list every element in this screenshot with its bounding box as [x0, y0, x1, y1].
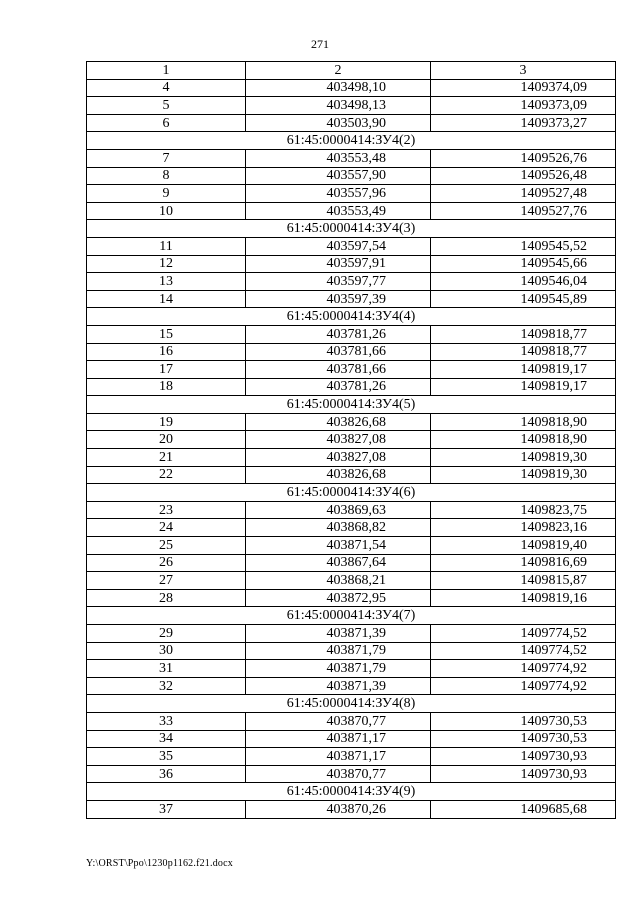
- x-coordinate-cell: 403871,39: [246, 625, 431, 643]
- point-number-cell: 4: [87, 79, 246, 97]
- table-row: [87, 97, 616, 115]
- point-number-cell: 33: [87, 712, 246, 730]
- y-coordinate-cell: 1409526,48: [431, 167, 616, 185]
- point-number-cell: 26: [87, 554, 246, 572]
- y-coordinate-cell: 1409527,76: [431, 202, 616, 220]
- y-coordinate-cell: 1409818,77: [431, 325, 616, 343]
- point-number-cell: 7: [87, 149, 246, 167]
- x-coordinate-cell: 403781,26: [246, 378, 431, 396]
- table-row: [87, 290, 616, 308]
- table-row: [87, 237, 616, 255]
- table-row: [87, 185, 616, 203]
- point-number-cell: 13: [87, 273, 246, 291]
- x-coordinate-cell: 403826,68: [246, 466, 431, 484]
- x-coordinate-cell: 403553,49: [246, 202, 431, 220]
- table-row: [87, 642, 616, 660]
- point-number-cell: 17: [87, 361, 246, 379]
- table-row: [87, 202, 616, 220]
- point-number-cell: 27: [87, 572, 246, 590]
- point-number-cell: 16: [87, 343, 246, 361]
- point-number-cell: 23: [87, 501, 246, 519]
- x-coordinate-cell: 403498,13: [246, 97, 431, 115]
- coordinates-table-body: [87, 62, 616, 819]
- table-row: [87, 413, 616, 431]
- section-row: [87, 607, 616, 625]
- y-coordinate-cell: 1409774,92: [431, 677, 616, 695]
- point-number-cell: 35: [87, 748, 246, 766]
- point-number-cell: 32: [87, 677, 246, 695]
- table-row: [87, 501, 616, 519]
- x-coordinate-cell: 403781,26: [246, 325, 431, 343]
- y-coordinate-cell: 1409730,53: [431, 712, 616, 730]
- point-number-cell: 37: [87, 800, 246, 818]
- y-coordinate-cell: 1409818,77: [431, 343, 616, 361]
- y-coordinate-cell: 1409545,52: [431, 237, 616, 255]
- x-coordinate-cell: 403557,96: [246, 185, 431, 203]
- table-row: [87, 589, 616, 607]
- section-row: [87, 484, 616, 502]
- point-number-cell: 24: [87, 519, 246, 537]
- y-coordinate-cell: 1409823,75: [431, 501, 616, 519]
- x-coordinate-cell: 403826,68: [246, 413, 431, 431]
- table-header-row: [87, 62, 616, 80]
- y-coordinate-cell: 1409819,16: [431, 589, 616, 607]
- x-coordinate-cell: 403597,54: [246, 237, 431, 255]
- point-number-cell: 5: [87, 97, 246, 115]
- section-row: [87, 132, 616, 150]
- point-number-cell: 28: [87, 589, 246, 607]
- point-number-cell: 19: [87, 413, 246, 431]
- x-coordinate-cell: 403597,39: [246, 290, 431, 308]
- section-row: [87, 396, 616, 414]
- table-row: [87, 800, 616, 818]
- header-cell-x: 2: [246, 62, 431, 80]
- point-number-cell: 15: [87, 325, 246, 343]
- page-number: 271: [311, 37, 329, 51]
- x-coordinate-cell: 403781,66: [246, 361, 431, 379]
- y-coordinate-cell: 1409774,52: [431, 642, 616, 660]
- header-cell-y: 3: [431, 62, 616, 80]
- x-coordinate-cell: 403553,48: [246, 149, 431, 167]
- y-coordinate-cell: 1409774,92: [431, 660, 616, 678]
- x-coordinate-cell: 403871,39: [246, 677, 431, 695]
- point-number-cell: 12: [87, 255, 246, 273]
- point-number-cell: 36: [87, 765, 246, 783]
- x-coordinate-cell: 403503,90: [246, 114, 431, 132]
- y-coordinate-cell: 1409730,93: [431, 765, 616, 783]
- point-number-cell: 34: [87, 730, 246, 748]
- y-coordinate-cell: 1409774,52: [431, 625, 616, 643]
- table-row: [87, 114, 616, 132]
- section-title: 61:45:0000414:ЗУ4(4): [87, 308, 616, 326]
- section-title: 61:45:0000414:ЗУ4(2): [87, 132, 616, 150]
- table-row: [87, 572, 616, 590]
- table-row: [87, 449, 616, 467]
- table-row: [87, 167, 616, 185]
- y-coordinate-cell: 1409374,09: [431, 79, 616, 97]
- section-row: [87, 695, 616, 713]
- y-coordinate-cell: 1409823,16: [431, 519, 616, 537]
- table-row: [87, 625, 616, 643]
- y-coordinate-cell: 1409527,48: [431, 185, 616, 203]
- section-title: 61:45:0000414:ЗУ4(9): [87, 783, 616, 801]
- section-title: 61:45:0000414:ЗУ4(3): [87, 220, 616, 238]
- x-coordinate-cell: 403869,63: [246, 501, 431, 519]
- section-title: 61:45:0000414:ЗУ4(5): [87, 396, 616, 414]
- point-number-cell: 11: [87, 237, 246, 255]
- x-coordinate-cell: 403868,82: [246, 519, 431, 537]
- table-row: [87, 660, 616, 678]
- x-coordinate-cell: 403781,66: [246, 343, 431, 361]
- y-coordinate-cell: 1409546,04: [431, 273, 616, 291]
- x-coordinate-cell: 403870,77: [246, 712, 431, 730]
- footer-file-path: Y:\ORST\Ppo\1230p1162.f21.docx: [86, 858, 233, 869]
- point-number-cell: 25: [87, 537, 246, 555]
- table-row: [87, 255, 616, 273]
- table-row: [87, 519, 616, 537]
- y-coordinate-cell: 1409819,17: [431, 378, 616, 396]
- y-coordinate-cell: 1409373,27: [431, 114, 616, 132]
- table-row: [87, 149, 616, 167]
- point-number-cell: 14: [87, 290, 246, 308]
- table-row: [87, 748, 616, 766]
- y-coordinate-cell: 1409545,89: [431, 290, 616, 308]
- table-row: [87, 730, 616, 748]
- point-number-cell: 18: [87, 378, 246, 396]
- x-coordinate-cell: 403871,17: [246, 748, 431, 766]
- point-number-cell: 31: [87, 660, 246, 678]
- x-coordinate-cell: 403498,10: [246, 79, 431, 97]
- y-coordinate-cell: 1409816,69: [431, 554, 616, 572]
- y-coordinate-cell: 1409818,90: [431, 413, 616, 431]
- x-coordinate-cell: 403597,91: [246, 255, 431, 273]
- point-number-cell: 9: [87, 185, 246, 203]
- y-coordinate-cell: 1409819,30: [431, 466, 616, 484]
- table-row: [87, 537, 616, 555]
- section-row: [87, 220, 616, 238]
- point-number-cell: 8: [87, 167, 246, 185]
- table-row: [87, 765, 616, 783]
- table-row: [87, 343, 616, 361]
- point-number-cell: 20: [87, 431, 246, 449]
- point-number-cell: 21: [87, 449, 246, 467]
- x-coordinate-cell: 403597,77: [246, 273, 431, 291]
- y-coordinate-cell: 1409373,09: [431, 97, 616, 115]
- y-coordinate-cell: 1409545,66: [431, 255, 616, 273]
- point-number-cell: 22: [87, 466, 246, 484]
- x-coordinate-cell: 403557,90: [246, 167, 431, 185]
- x-coordinate-cell: 403827,08: [246, 431, 431, 449]
- table-row: [87, 466, 616, 484]
- table-row: [87, 79, 616, 97]
- x-coordinate-cell: 403871,79: [246, 642, 431, 660]
- table-row: [87, 431, 616, 449]
- x-coordinate-cell: 403867,64: [246, 554, 431, 572]
- y-coordinate-cell: 1409685,68: [431, 800, 616, 818]
- x-coordinate-cell: 403827,08: [246, 449, 431, 467]
- table-row: [87, 378, 616, 396]
- point-number-cell: 10: [87, 202, 246, 220]
- table-row: [87, 554, 616, 572]
- y-coordinate-cell: 1409730,93: [431, 748, 616, 766]
- y-coordinate-cell: 1409819,30: [431, 449, 616, 467]
- point-number-cell: 6: [87, 114, 246, 132]
- section-title: 61:45:0000414:ЗУ4(6): [87, 484, 616, 502]
- y-coordinate-cell: 1409819,17: [431, 361, 616, 379]
- point-number-cell: 29: [87, 625, 246, 643]
- x-coordinate-cell: 403870,26: [246, 800, 431, 818]
- section-row: [87, 308, 616, 326]
- y-coordinate-cell: 1409815,87: [431, 572, 616, 590]
- y-coordinate-cell: 1409818,90: [431, 431, 616, 449]
- table-row: [87, 361, 616, 379]
- coordinates-table: [86, 61, 616, 819]
- table-row: [87, 712, 616, 730]
- table-row: [87, 273, 616, 291]
- header-cell-number: 1: [87, 62, 246, 80]
- table-row: [87, 325, 616, 343]
- y-coordinate-cell: 1409819,40: [431, 537, 616, 555]
- y-coordinate-cell: 1409526,76: [431, 149, 616, 167]
- section-title: 61:45:0000414:ЗУ4(8): [87, 695, 616, 713]
- x-coordinate-cell: 403871,17: [246, 730, 431, 748]
- y-coordinate-cell: 1409730,53: [431, 730, 616, 748]
- x-coordinate-cell: 403871,54: [246, 537, 431, 555]
- point-number-cell: 30: [87, 642, 246, 660]
- section-title: 61:45:0000414:ЗУ4(7): [87, 607, 616, 625]
- section-row: [87, 783, 616, 801]
- x-coordinate-cell: 403872,95: [246, 589, 431, 607]
- x-coordinate-cell: 403870,77: [246, 765, 431, 783]
- x-coordinate-cell: 403868,21: [246, 572, 431, 590]
- table-row: [87, 677, 616, 695]
- x-coordinate-cell: 403871,79: [246, 660, 431, 678]
